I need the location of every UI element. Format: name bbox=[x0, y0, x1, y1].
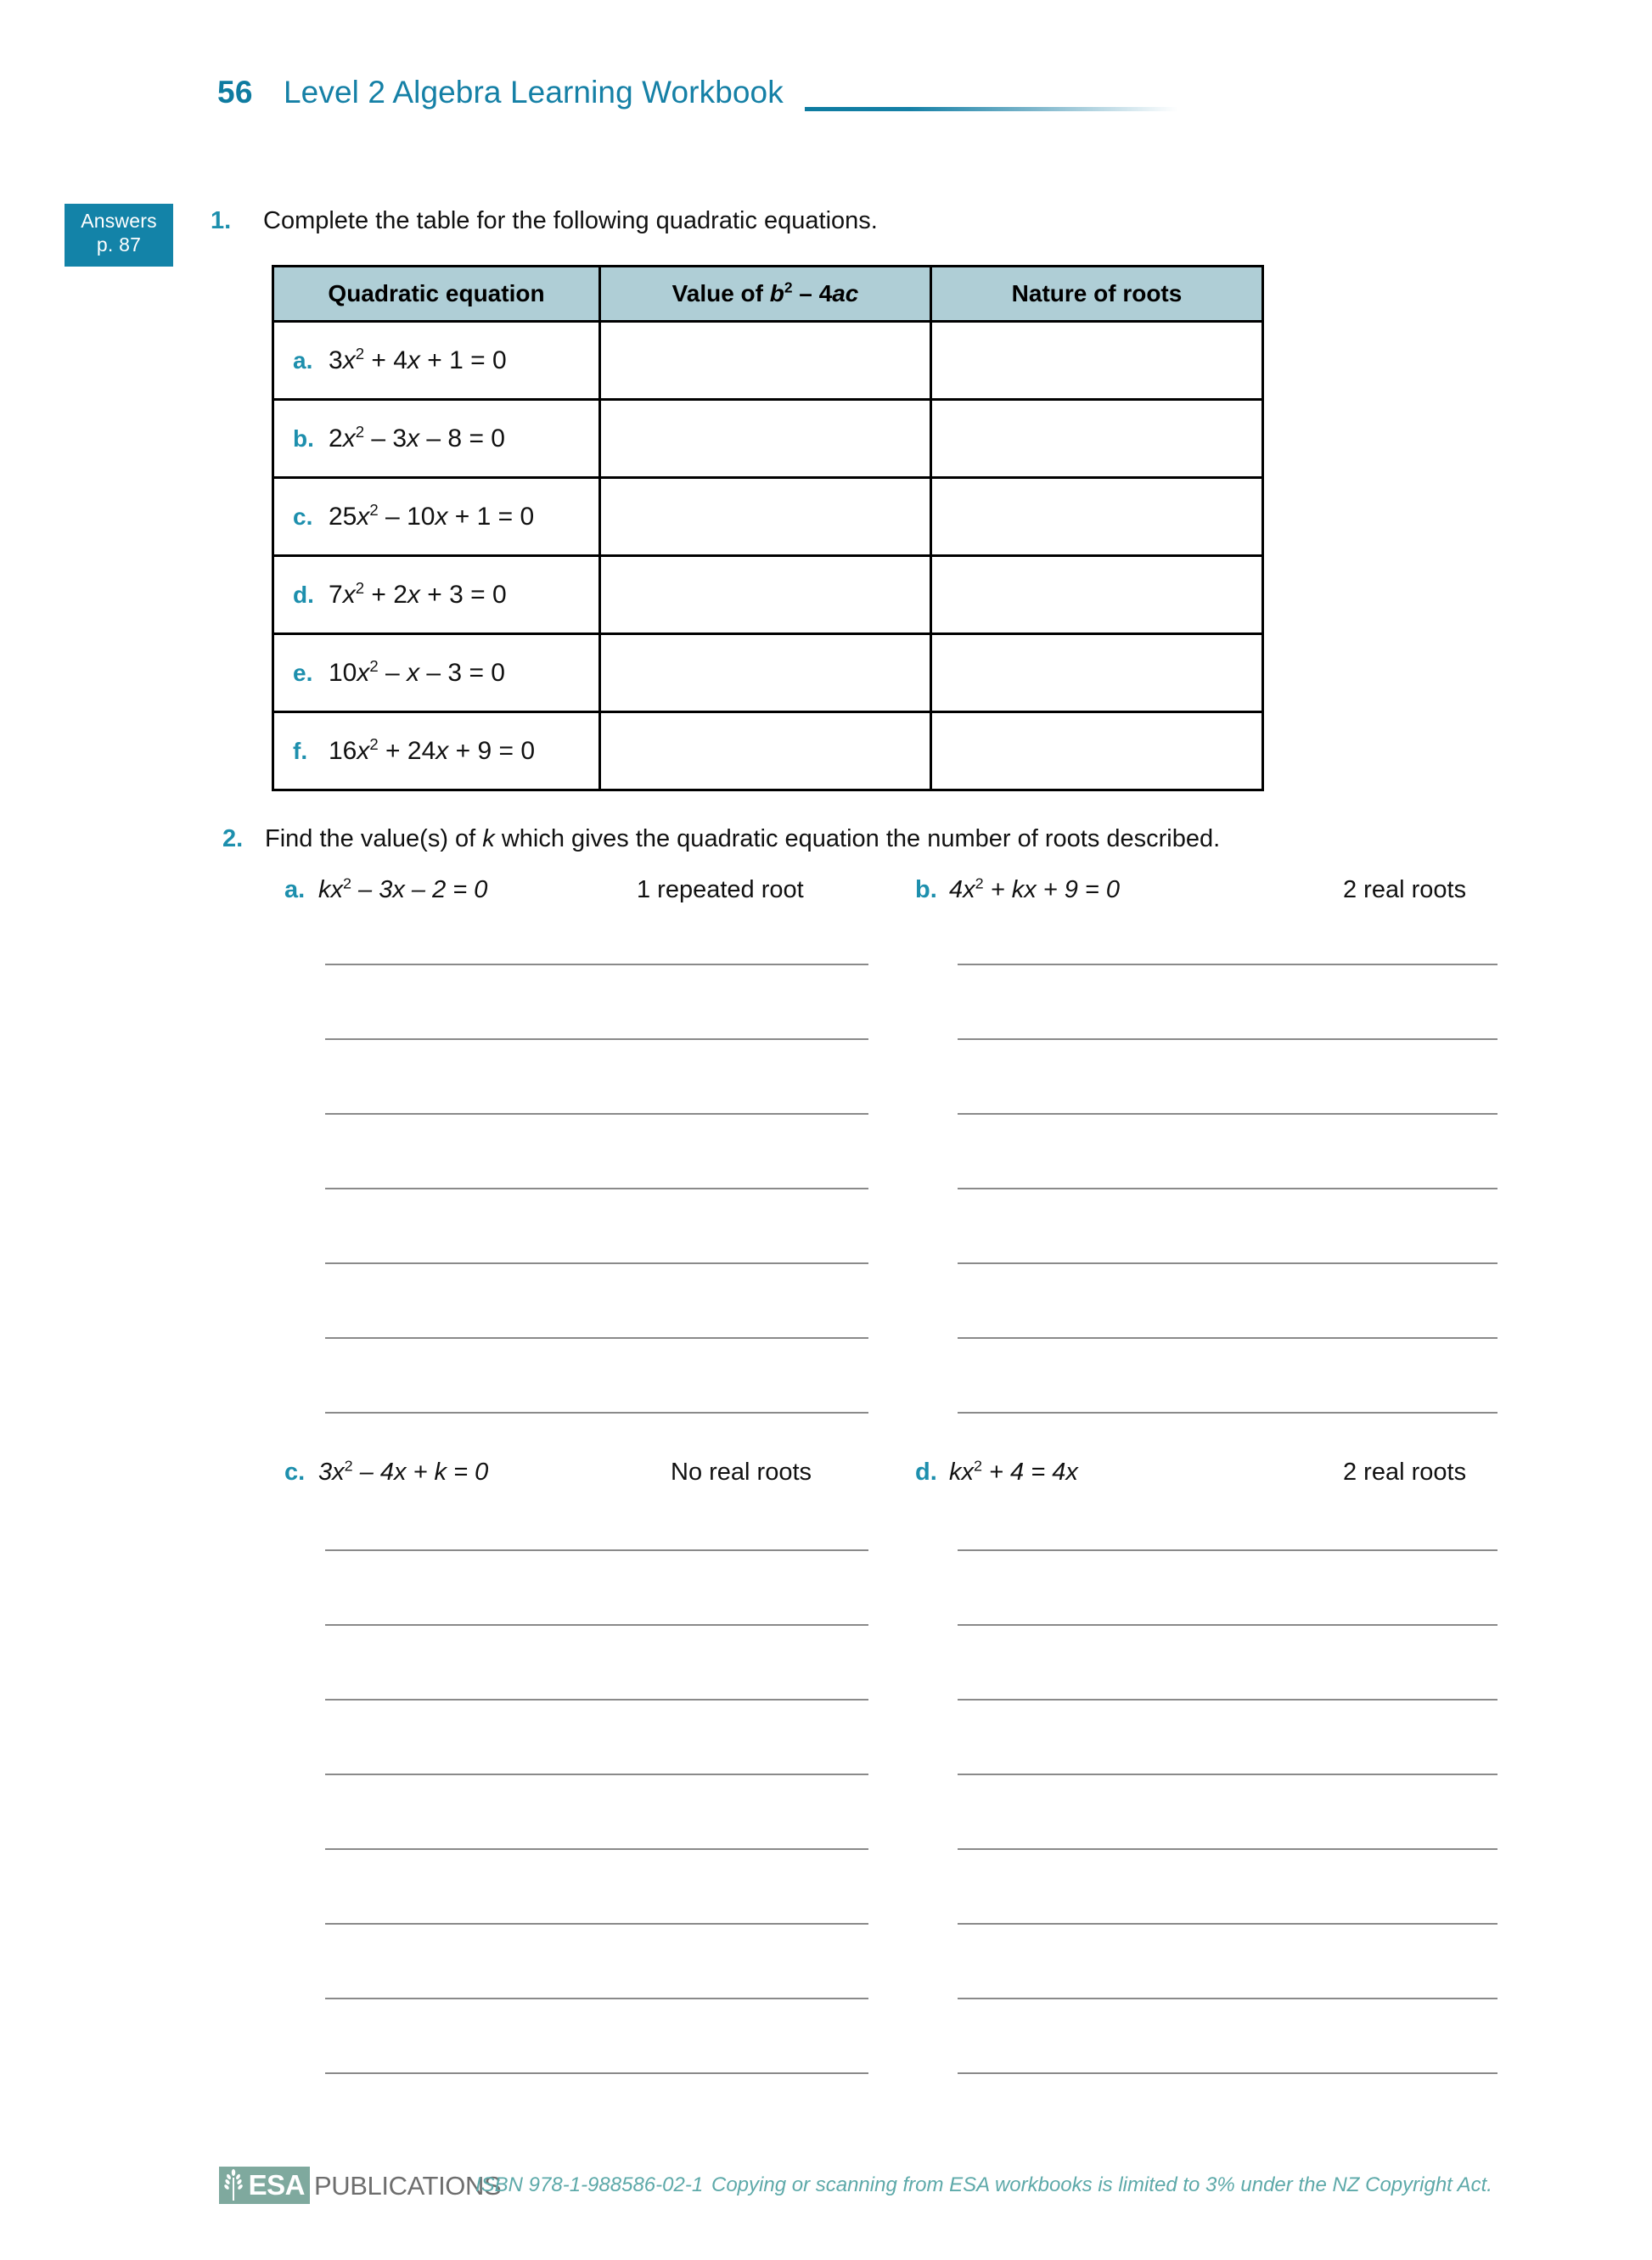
eq-term3: + 9 = 0 bbox=[448, 736, 536, 765]
part-equation-c bbox=[318, 1459, 488, 1487]
eq-variable: x bbox=[342, 580, 356, 609]
page-header bbox=[0, 75, 1652, 134]
writing-line[interactable] bbox=[325, 1923, 868, 1925]
writing-line[interactable] bbox=[325, 1188, 868, 1189]
writing-line[interactable] bbox=[958, 1188, 1497, 1189]
esa-logo-text: ESA bbox=[248, 2169, 305, 2201]
eq-term2: – 10 bbox=[378, 502, 435, 531]
eq-term2: + 2 bbox=[364, 580, 407, 609]
wheat-icon bbox=[222, 2169, 244, 2201]
part-eq-leading: 3x bbox=[318, 1459, 345, 1486]
part-eq-exponent: 2 bbox=[974, 1457, 982, 1475]
eq-coefficient: 16 bbox=[329, 736, 357, 765]
header-value-ac: ac bbox=[832, 280, 859, 306]
writing-line[interactable] bbox=[958, 1699, 1497, 1701]
eq-exponent: 2 bbox=[369, 500, 379, 519]
eq-term2: + 24 bbox=[378, 736, 436, 765]
equation-d bbox=[329, 578, 507, 609]
writing-line[interactable] bbox=[958, 1412, 1497, 1414]
eq-exponent: 2 bbox=[369, 656, 379, 675]
writing-line[interactable] bbox=[958, 1923, 1497, 1925]
writing-line[interactable] bbox=[325, 1412, 868, 1414]
writing-line[interactable] bbox=[325, 1549, 868, 1551]
eq-exponent: 2 bbox=[369, 734, 379, 753]
part-condition-a: 1 repeated root bbox=[637, 876, 804, 903]
eq-coefficient: 2 bbox=[329, 424, 343, 453]
table-cell-equation bbox=[273, 322, 600, 400]
question-1-number: 1. bbox=[211, 207, 232, 234]
writing-line[interactable] bbox=[958, 1998, 1497, 1999]
answer-cell-nature[interactable] bbox=[931, 634, 1263, 712]
table-cell-equation bbox=[273, 712, 600, 790]
row-label-d: d. bbox=[293, 581, 314, 608]
eq-exponent: 2 bbox=[355, 578, 365, 597]
writing-line[interactable] bbox=[325, 1774, 868, 1775]
part-eq-rest: – 4x + k = 0 bbox=[352, 1459, 489, 1486]
part-eq-leading: kx bbox=[318, 876, 343, 903]
eq-coefficient: 3 bbox=[329, 346, 343, 374]
eq-exponent: 2 bbox=[355, 422, 365, 441]
answers-badge-line1: Answers bbox=[81, 210, 157, 232]
answer-cell-value[interactable] bbox=[600, 478, 931, 556]
header-value-exponent: 2 bbox=[784, 278, 793, 296]
writing-line[interactable] bbox=[958, 1038, 1497, 1040]
writing-line[interactable] bbox=[958, 1848, 1497, 1850]
header-value-b: b bbox=[769, 280, 784, 306]
part-eq-rest: + kx + 9 = 0 bbox=[983, 876, 1121, 903]
eq-variable2: x bbox=[407, 658, 420, 687]
part-eq-exponent: 2 bbox=[975, 874, 984, 892]
part-eq-rest: – 3x – 2 = 0 bbox=[351, 876, 488, 903]
answer-cell-nature[interactable] bbox=[931, 322, 1263, 400]
writing-line[interactable] bbox=[958, 1774, 1497, 1775]
part-equation-a bbox=[318, 876, 487, 904]
table-cell-equation bbox=[273, 478, 600, 556]
part-label-b: b. bbox=[915, 876, 937, 903]
writing-line[interactable] bbox=[325, 1038, 868, 1040]
writing-line[interactable] bbox=[958, 2072, 1497, 2074]
table-row bbox=[273, 322, 1263, 400]
part-eq-leading: kx bbox=[949, 1459, 974, 1486]
question-2-text bbox=[265, 825, 1220, 853]
answer-cell-nature[interactable] bbox=[931, 556, 1263, 634]
writing-line[interactable] bbox=[325, 1848, 868, 1850]
writing-line[interactable] bbox=[325, 1262, 868, 1264]
part-label-a: a. bbox=[284, 876, 306, 903]
row-label-b: b. bbox=[293, 424, 314, 452]
part-eq-exponent: 2 bbox=[343, 874, 351, 892]
eq-coefficient: 7 bbox=[329, 580, 343, 609]
footer-isbn: ISBN 978-1-988586-02-1 bbox=[475, 2173, 704, 2196]
row-label-c: c. bbox=[293, 503, 313, 530]
eq-term2: + 4 bbox=[364, 346, 407, 374]
table-row bbox=[273, 556, 1263, 634]
writing-line[interactable] bbox=[958, 1262, 1497, 1264]
header-value-prefix: Value of bbox=[671, 280, 770, 306]
eq-variable2: x bbox=[435, 502, 448, 531]
eq-variable2: x bbox=[407, 580, 420, 609]
writing-line[interactable] bbox=[958, 1337, 1497, 1339]
column-header-value-b2-4ac bbox=[600, 267, 931, 322]
part-condition-b: 2 real roots bbox=[1343, 876, 1467, 903]
question-2-text-part1: Find the value(s) of bbox=[265, 825, 483, 852]
part-eq-rest: + 4 = 4x bbox=[982, 1459, 1078, 1486]
eq-variable: x bbox=[342, 346, 356, 374]
equation-e bbox=[329, 656, 505, 687]
table-cell-equation bbox=[273, 634, 600, 712]
writing-line[interactable] bbox=[325, 1337, 868, 1339]
eq-coefficient: 10 bbox=[329, 658, 357, 687]
quadratic-equations-table bbox=[272, 265, 1264, 791]
answer-cell-nature[interactable] bbox=[931, 478, 1263, 556]
eq-variable: x bbox=[357, 658, 370, 687]
table-cell-equation bbox=[273, 556, 600, 634]
answer-cell-value[interactable] bbox=[600, 712, 931, 790]
answer-cell-value[interactable] bbox=[600, 322, 931, 400]
footer-copyright-notice: Copying or scanning from ESA workbooks is limited to 3% under the NZ Copyright Act. bbox=[711, 2173, 1492, 2196]
eq-variable2: x bbox=[435, 736, 449, 765]
question-2-text-part2: which gives the quadratic equation the number of roots described. bbox=[494, 825, 1221, 852]
table-header-row bbox=[273, 267, 1263, 322]
equation-c bbox=[329, 500, 535, 531]
eq-term3: + 1 = 0 bbox=[419, 346, 507, 374]
answers-reference-badge bbox=[65, 204, 173, 267]
eq-exponent: 2 bbox=[355, 344, 365, 363]
page-number: 56 bbox=[217, 75, 253, 110]
equation-b bbox=[329, 424, 505, 453]
table-row bbox=[273, 634, 1263, 712]
table-row bbox=[273, 712, 1263, 790]
writing-line[interactable] bbox=[325, 1699, 868, 1701]
equation-a bbox=[329, 346, 507, 374]
writing-line[interactable] bbox=[325, 2072, 868, 2074]
page-title: Level 2 Algebra Learning Workbook bbox=[284, 75, 784, 110]
table-cell-equation bbox=[273, 400, 600, 478]
eq-variable2: x bbox=[407, 424, 420, 453]
question-2-number: 2. bbox=[222, 825, 244, 852]
eq-term2: – bbox=[378, 658, 407, 687]
writing-line[interactable] bbox=[958, 1624, 1497, 1626]
eq-term3: – 3 = 0 bbox=[419, 658, 505, 687]
esa-logo bbox=[219, 2167, 310, 2204]
writing-line[interactable] bbox=[325, 1624, 868, 1626]
writing-line[interactable] bbox=[958, 964, 1497, 965]
row-label-f: f. bbox=[293, 737, 308, 764]
header-rule-decoration bbox=[805, 107, 1178, 111]
part-condition-d: 2 real roots bbox=[1343, 1459, 1467, 1486]
column-header-nature-of-roots: Nature of roots bbox=[931, 267, 1263, 322]
answer-cell-nature[interactable] bbox=[931, 400, 1263, 478]
part-equation-d bbox=[949, 1459, 1078, 1487]
answer-cell-value[interactable] bbox=[600, 634, 931, 712]
part-condition-c: No real roots bbox=[671, 1459, 812, 1486]
question-1-text: Complete the table for the following quadratic equations. bbox=[263, 207, 878, 234]
eq-variable2: x bbox=[407, 346, 420, 374]
equation-f bbox=[329, 734, 536, 765]
esa-publications-text: PUBLICATIONS bbox=[314, 2171, 502, 2201]
eq-variable: x bbox=[357, 736, 370, 765]
writing-line[interactable] bbox=[958, 1549, 1497, 1551]
table-row bbox=[273, 400, 1263, 478]
eq-term3: + 1 = 0 bbox=[447, 502, 535, 531]
part-eq-leading: 4x bbox=[949, 876, 975, 903]
writing-line[interactable] bbox=[958, 1113, 1497, 1115]
writing-line[interactable] bbox=[325, 964, 868, 965]
part-label-d: d. bbox=[915, 1459, 937, 1486]
row-label-e: e. bbox=[293, 659, 313, 686]
answer-cell-value[interactable] bbox=[600, 556, 931, 634]
eq-coefficient: 25 bbox=[329, 502, 357, 531]
header-value-rest: – 4 bbox=[792, 280, 833, 306]
part-eq-exponent: 2 bbox=[344, 1457, 353, 1475]
question-2-variable-k: k bbox=[482, 825, 495, 852]
table-row bbox=[273, 478, 1263, 556]
eq-variable: x bbox=[342, 424, 356, 453]
eq-term3: – 8 = 0 bbox=[419, 424, 505, 453]
writing-line[interactable] bbox=[325, 1998, 868, 1999]
writing-line[interactable] bbox=[325, 1113, 868, 1115]
part-label-c: c. bbox=[284, 1459, 306, 1486]
eq-term3: + 3 = 0 bbox=[419, 580, 507, 609]
answer-cell-value[interactable] bbox=[600, 400, 931, 478]
part-equation-b bbox=[949, 876, 1120, 904]
eq-term2: – 3 bbox=[364, 424, 407, 453]
row-label-a: a. bbox=[293, 346, 313, 374]
column-header-quadratic-equation: Quadratic equation bbox=[273, 267, 600, 322]
eq-variable: x bbox=[357, 502, 370, 531]
answers-badge-line2: p. 87 bbox=[96, 233, 142, 256]
answer-cell-nature[interactable] bbox=[931, 712, 1263, 790]
